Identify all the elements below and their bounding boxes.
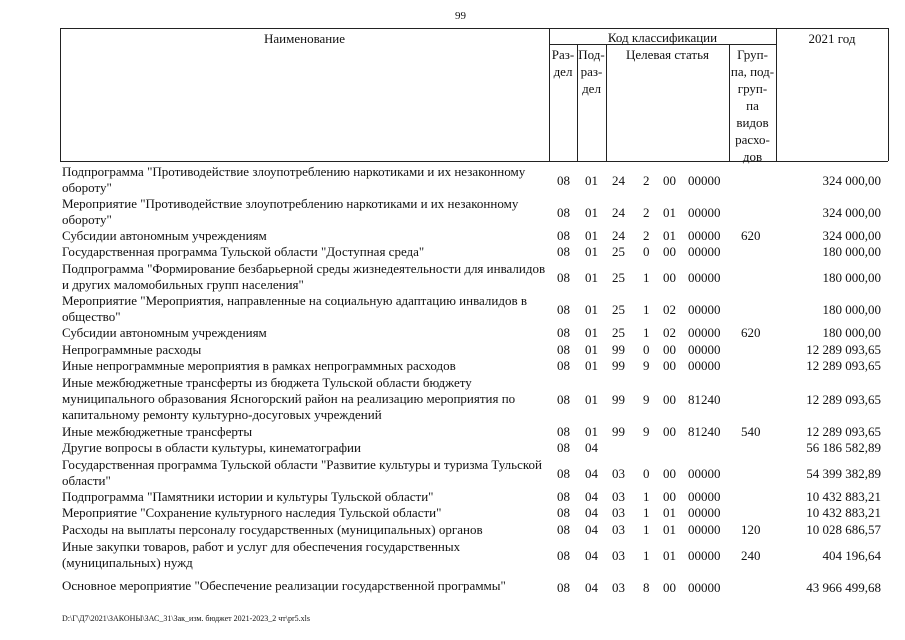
row-target-2: 1 bbox=[643, 505, 650, 520]
table-row bbox=[0, 164, 905, 196]
row-target-3: 00 bbox=[663, 358, 676, 373]
header-group: Груп- па, под- груп- па видов расхо- дов bbox=[730, 47, 775, 164]
row-target-2: 0 bbox=[643, 342, 650, 357]
row-target-3: 00 bbox=[663, 580, 676, 595]
header-classification: Код классификации bbox=[607, 30, 718, 45]
row-podrazdel: 01 bbox=[585, 173, 598, 188]
row-target-2: 8 bbox=[643, 580, 650, 595]
row-name: Мероприятие "Сохранение культурного наследия Тульской области" bbox=[62, 505, 442, 520]
table-row bbox=[0, 358, 905, 374]
row-amount: 324 000,00 bbox=[822, 228, 881, 243]
row-name: Государственная программа Тульской области "Развитие культуры и туризма Тульской области" bbox=[62, 457, 542, 488]
row-name: Иные межбюджетные трансферты из бюджета Тульской области бюджету муниципального образования Ясногорский район на реализацию мероприятия по капитальному ремонту культурно-досуговых учреждений bbox=[62, 375, 516, 422]
row-target-2: 2 bbox=[643, 205, 650, 220]
row-target-4: 00000 bbox=[688, 358, 721, 373]
row-podrazdel: 04 bbox=[585, 548, 598, 563]
row-target-1: 99 bbox=[612, 424, 625, 439]
header-year: 2021 год bbox=[808, 31, 856, 46]
row-razdel: 08 bbox=[557, 392, 570, 407]
row-target-3: 01 bbox=[663, 522, 676, 537]
row-razdel: 08 bbox=[557, 580, 570, 595]
row-target-2: 1 bbox=[643, 270, 650, 285]
row-name: Иные непрограммные мероприятия в рамках непрограммных расходов bbox=[62, 358, 456, 373]
row-target-1: 25 bbox=[612, 302, 625, 317]
row-target-4: 00000 bbox=[688, 270, 721, 285]
row-amount: 180 000,00 bbox=[822, 302, 881, 317]
row-razdel: 08 bbox=[557, 173, 570, 188]
row-razdel: 08 bbox=[557, 466, 570, 481]
row-podrazdel: 01 bbox=[585, 270, 598, 285]
row-target-2: 9 bbox=[643, 424, 650, 439]
row-razdel: 08 bbox=[557, 325, 570, 340]
row-target-3: 00 bbox=[663, 270, 676, 285]
row-podrazdel: 01 bbox=[585, 342, 598, 357]
row-target-3: 00 bbox=[663, 392, 676, 407]
table-row bbox=[0, 261, 905, 293]
row-target-3: 01 bbox=[663, 505, 676, 520]
row-podrazdel: 01 bbox=[585, 244, 598, 259]
row-target-4: 00000 bbox=[688, 302, 721, 317]
row-target-4: 00000 bbox=[688, 548, 721, 563]
row-target-1: 99 bbox=[612, 392, 625, 407]
table-row bbox=[0, 293, 905, 325]
row-target-1: 03 bbox=[612, 580, 625, 595]
row-target-3: 00 bbox=[663, 466, 676, 481]
table-row bbox=[0, 489, 905, 505]
row-name: Непрограммные расходы bbox=[62, 342, 202, 357]
row-target-2: 1 bbox=[643, 522, 650, 537]
row-target-4: 00000 bbox=[688, 466, 721, 481]
table-row bbox=[0, 457, 905, 489]
row-group: 620 bbox=[741, 228, 761, 243]
row-amount: 180 000,00 bbox=[822, 270, 881, 285]
table-row bbox=[0, 505, 905, 521]
row-razdel: 08 bbox=[557, 505, 570, 520]
row-target-4: 00000 bbox=[688, 580, 721, 595]
row-razdel: 08 bbox=[557, 489, 570, 504]
row-target-2: 9 bbox=[643, 358, 650, 373]
row-podrazdel: 01 bbox=[585, 424, 598, 439]
row-razdel: 08 bbox=[557, 358, 570, 373]
row-group: 540 bbox=[741, 424, 761, 439]
row-podrazdel: 04 bbox=[585, 466, 598, 481]
row-target-1: 24 bbox=[612, 205, 625, 220]
row-target-1: 24 bbox=[612, 173, 625, 188]
row-target-3: 00 bbox=[663, 244, 676, 259]
row-target-4: 00000 bbox=[688, 325, 721, 340]
row-podrazdel: 01 bbox=[585, 392, 598, 407]
row-name: Подпрограмма "Формирование безбарьерной среды жизнедеятельности для инвалидов и других маломобильных групп населения" bbox=[62, 261, 546, 292]
row-target-2: 0 bbox=[643, 244, 650, 259]
table-row bbox=[0, 578, 905, 594]
row-group: 240 bbox=[741, 548, 761, 563]
table-row bbox=[0, 342, 905, 358]
row-target-4: 00000 bbox=[688, 505, 721, 520]
table-row bbox=[0, 375, 905, 423]
row-target-4: 00000 bbox=[688, 489, 721, 504]
row-podrazdel: 01 bbox=[585, 228, 598, 243]
page-number: 99 bbox=[455, 10, 466, 22]
row-razdel: 08 bbox=[557, 424, 570, 439]
row-razdel: 08 bbox=[557, 244, 570, 259]
table-row bbox=[0, 424, 905, 440]
row-podrazdel: 04 bbox=[585, 505, 598, 520]
row-name: Основное мероприятие "Обеспечение реализации государственной программы" bbox=[62, 578, 506, 593]
header-name: Наименование bbox=[264, 31, 345, 46]
row-target-1: 99 bbox=[612, 342, 625, 357]
row-target-2: 9 bbox=[643, 392, 650, 407]
table-row bbox=[0, 228, 905, 244]
row-target-2: 2 bbox=[643, 173, 650, 188]
row-target-3: 02 bbox=[663, 325, 676, 340]
row-target-4: 00000 bbox=[688, 244, 721, 259]
row-name: Иные межбюджетные трансферты bbox=[62, 424, 253, 439]
row-target-2: 1 bbox=[643, 302, 650, 317]
row-target-3: 00 bbox=[663, 424, 676, 439]
table-row bbox=[0, 539, 905, 571]
row-name: Субсидии автономным учреждениям bbox=[62, 325, 267, 340]
row-target-1: 99 bbox=[612, 358, 625, 373]
row-target-2: 0 bbox=[643, 466, 650, 481]
row-name: Субсидии автономным учреждениям bbox=[62, 228, 267, 243]
row-podrazdel: 01 bbox=[585, 358, 598, 373]
row-target-2: 1 bbox=[643, 548, 650, 563]
row-razdel: 08 bbox=[557, 342, 570, 357]
row-target-3: 00 bbox=[663, 342, 676, 357]
row-amount: 10 028 686,57 bbox=[806, 522, 881, 537]
row-amount: 54 399 382,89 bbox=[806, 466, 881, 481]
row-target-1: 25 bbox=[612, 325, 625, 340]
row-amount: 12 289 093,65 bbox=[806, 424, 881, 439]
row-razdel: 08 bbox=[557, 522, 570, 537]
row-name: Мероприятие "Мероприятия, направленные на социальную адаптацию инвалидов в общество" bbox=[62, 293, 528, 324]
row-amount: 56 186 582,89 bbox=[806, 440, 881, 455]
row-razdel: 08 bbox=[557, 302, 570, 317]
row-target-1: 24 bbox=[612, 228, 625, 243]
row-target-1: 03 bbox=[612, 489, 625, 504]
row-target-3: 00 bbox=[663, 489, 676, 504]
row-podrazdel: 04 bbox=[585, 522, 598, 537]
col-left-border bbox=[60, 28, 61, 161]
table-row bbox=[0, 522, 905, 538]
row-name: Подпрограмма "Противодействие злоупотреблению наркотиками и их незаконному обороту" bbox=[62, 164, 526, 195]
table-row bbox=[0, 325, 905, 341]
row-target-4: 81240 bbox=[688, 392, 721, 407]
row-target-2: 2 bbox=[643, 228, 650, 243]
row-target-4: 00000 bbox=[688, 205, 721, 220]
table-row bbox=[0, 244, 905, 260]
row-target-3: 01 bbox=[663, 205, 676, 220]
row-group: 620 bbox=[741, 325, 761, 340]
file-path-footer: D:\Г\Д7\2021\ЗАКОНЫ\ЗАС_31\Зак_изм. бюджет 2021-2023_2 чт\pr5.xls bbox=[62, 614, 311, 623]
row-razdel: 08 bbox=[557, 228, 570, 243]
row-target-4: 00000 bbox=[688, 522, 721, 537]
row-amount: 404 196,64 bbox=[822, 548, 881, 563]
row-amount: 180 000,00 bbox=[822, 244, 881, 259]
row-name: Государственная программа Тульской области "Доступная среда" bbox=[62, 244, 425, 259]
row-razdel: 08 bbox=[557, 205, 570, 220]
row-amount: 12 289 093,65 bbox=[806, 342, 881, 357]
row-target-1: 03 bbox=[612, 505, 625, 520]
row-target-3: 00 bbox=[663, 173, 676, 188]
row-target-2: 1 bbox=[643, 325, 650, 340]
row-target-1: 03 bbox=[612, 522, 625, 537]
header-podrazdel: Под- раз- дел bbox=[578, 47, 605, 96]
row-podrazdel: 01 bbox=[585, 325, 598, 340]
row-target-3: 02 bbox=[663, 302, 676, 317]
row-target-2: 1 bbox=[643, 489, 650, 504]
row-name: Иные закупки товаров, работ и услуг для обеспечения государственных (муниципальных) нужд bbox=[62, 539, 461, 570]
row-target-3: 01 bbox=[663, 548, 676, 563]
row-amount: 324 000,00 bbox=[822, 205, 881, 220]
row-amount: 10 432 883,21 bbox=[806, 505, 881, 520]
table-row bbox=[0, 196, 905, 228]
row-target-1: 03 bbox=[612, 548, 625, 563]
row-target-4: 00000 bbox=[688, 342, 721, 357]
row-target-4: 00000 bbox=[688, 173, 721, 188]
row-podrazdel: 01 bbox=[585, 302, 598, 317]
row-target-1: 25 bbox=[612, 244, 625, 259]
row-podrazdel: 04 bbox=[585, 440, 598, 455]
col-right-border bbox=[888, 28, 889, 161]
row-target-4: 00000 bbox=[688, 228, 721, 243]
row-podrazdel: 04 bbox=[585, 580, 598, 595]
row-razdel: 08 bbox=[557, 548, 570, 563]
table-row bbox=[0, 440, 905, 456]
row-target-1: 03 bbox=[612, 466, 625, 481]
row-name: Подпрограмма "Памятники истории и культуры Тульской области" bbox=[62, 489, 434, 504]
row-amount: 43 966 499,68 bbox=[806, 580, 881, 595]
row-name: Мероприятие "Противодействие злоупотреблению наркотиками и их незаконному обороту" bbox=[62, 196, 519, 227]
row-amount: 180 000,00 bbox=[822, 325, 881, 340]
row-target-3: 01 bbox=[663, 228, 676, 243]
row-amount: 12 289 093,65 bbox=[806, 358, 881, 373]
row-amount: 324 000,00 bbox=[822, 173, 881, 188]
row-name: Другие вопросы в области культуры, кинематографии bbox=[62, 440, 361, 455]
row-podrazdel: 01 bbox=[585, 205, 598, 220]
col-divider-group bbox=[776, 28, 777, 161]
row-amount: 12 289 093,65 bbox=[806, 392, 881, 407]
row-amount: 10 432 883,21 bbox=[806, 489, 881, 504]
row-target-4: 81240 bbox=[688, 424, 721, 439]
row-group: 120 bbox=[741, 522, 761, 537]
row-target-1: 25 bbox=[612, 270, 625, 285]
header-razdel: Раз- дел bbox=[551, 47, 575, 79]
row-razdel: 08 bbox=[557, 270, 570, 285]
row-razdel: 08 bbox=[557, 440, 570, 455]
row-name: Расходы на выплаты персоналу государственных (муниципальных) органов bbox=[62, 522, 483, 537]
header-target: Целевая статья bbox=[625, 47, 709, 62]
row-podrazdel: 04 bbox=[585, 489, 598, 504]
